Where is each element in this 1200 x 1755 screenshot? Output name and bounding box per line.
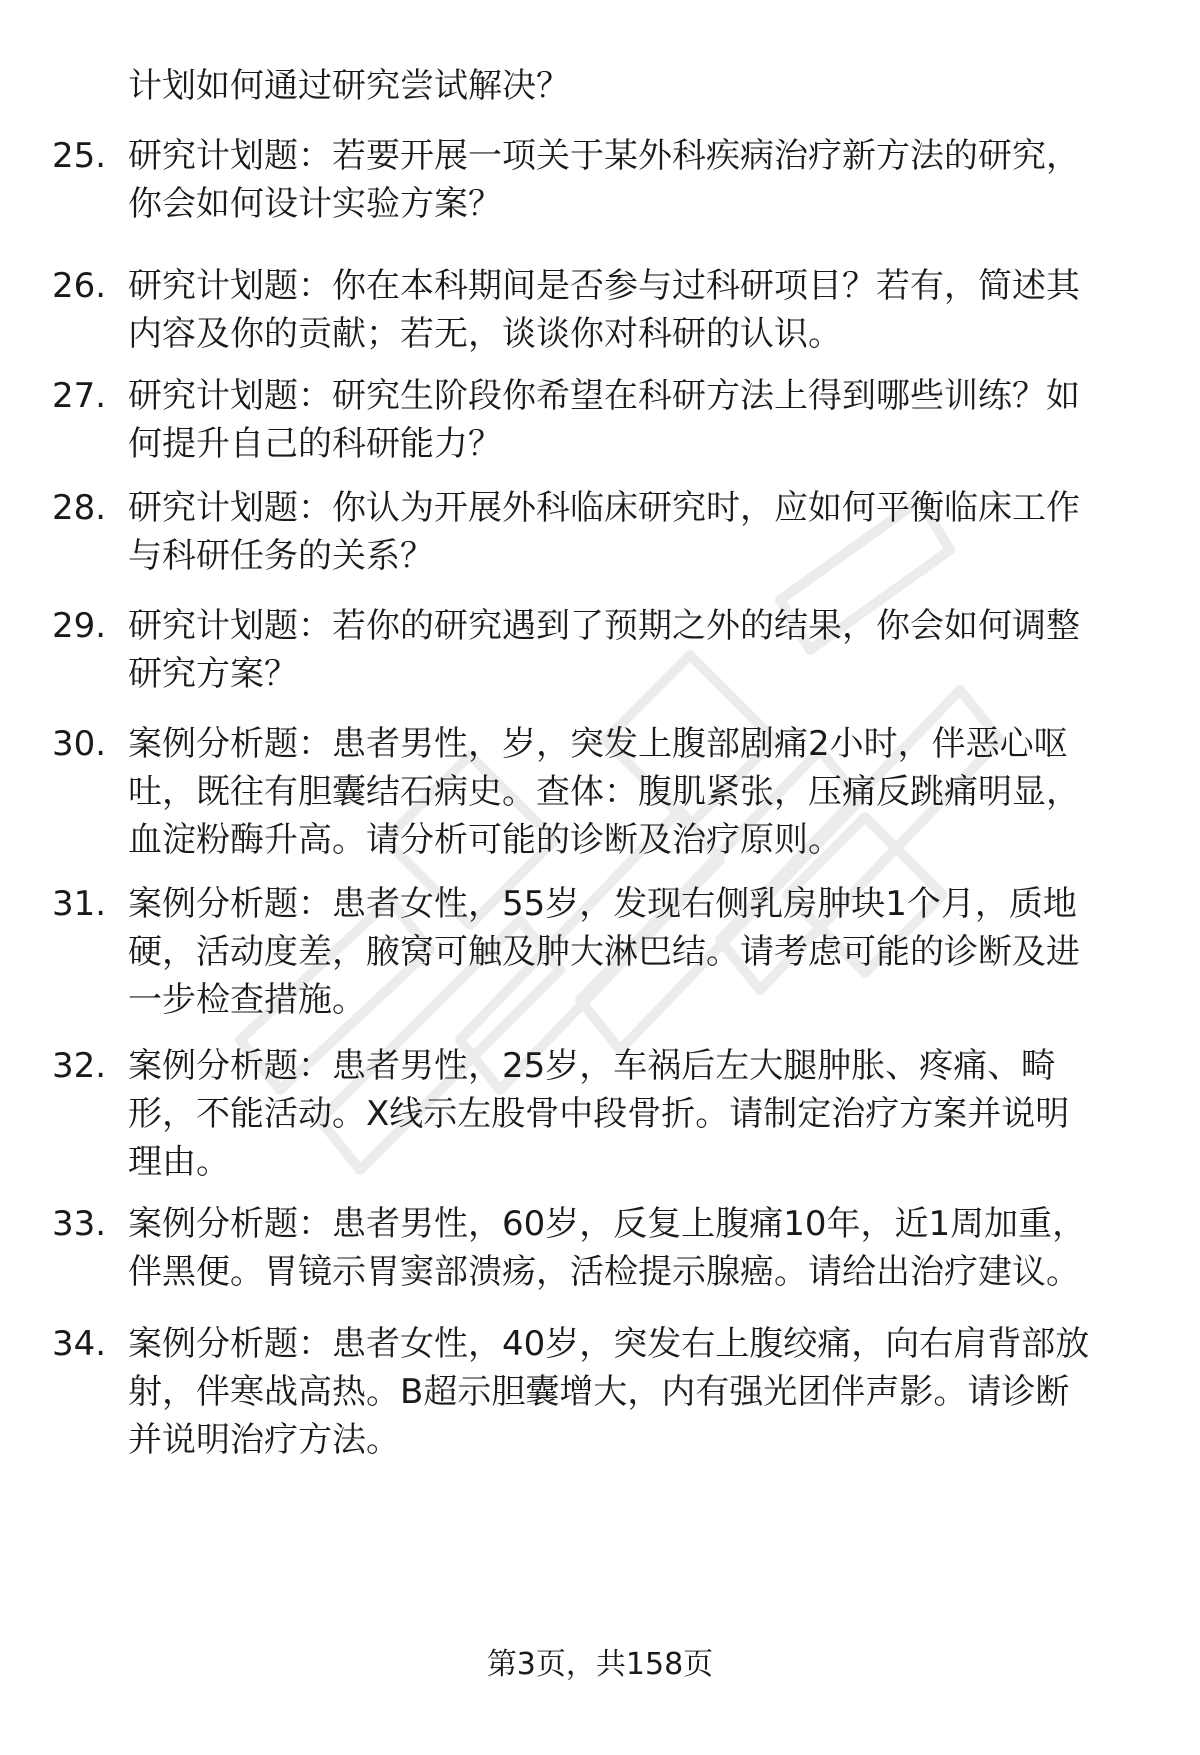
question-text xyxy=(128,720,1158,864)
question-text-line: 研究计划题：若要开展一项关于某外科疾病治疗新方法的研究， xyxy=(128,136,1080,176)
question-item xyxy=(0,720,1200,864)
question-text-line: 案例分析题：患者女性，40岁，突发右上腹绞痛，向右肩背部放 xyxy=(128,1324,1090,1364)
question-text-line: 内容及你的贡献；若无，谈谈你对科研的认识。 xyxy=(128,314,842,354)
question-text-line: 研究计划题：你认为开展外科临床研究时，应如何平衡临床工作 xyxy=(128,488,1080,528)
question-item xyxy=(0,1320,1200,1464)
question-text-line: 案例分析题：患者男性，60岁，反复上腹痛10年，近1周加重， xyxy=(128,1204,1087,1244)
question-number: 28. xyxy=(52,488,107,528)
question-text-line: 并说明治疗方法。 xyxy=(128,1420,400,1460)
question-text-line: 一步检查措施。 xyxy=(128,980,366,1020)
question-text xyxy=(128,484,1158,580)
question-text-line: 你会如何设计实验方案？ xyxy=(128,184,502,224)
question-text-line: 血淀粉酶升高。请分析可能的诊断及治疗原则。 xyxy=(128,820,842,860)
question-text xyxy=(128,1200,1158,1296)
question-text-line: 与科研任务的关系？ xyxy=(128,536,434,576)
question-number: 27. xyxy=(52,376,107,416)
question-item xyxy=(0,132,1200,228)
question-number: 32. xyxy=(52,1046,107,1086)
question-text-line: 伴黑便。胃镜示胃窦部溃疡，活检提示腺癌。请给出治疗建议。 xyxy=(128,1252,1080,1292)
question-number: 30. xyxy=(52,724,107,764)
question-text xyxy=(128,132,1158,228)
question-item xyxy=(0,262,1200,358)
question-number: 29. xyxy=(52,606,107,646)
question-text-line: 案例分析题：患者女性，55岁，发现右侧乳房肿块1个月，质地 xyxy=(128,884,1077,924)
question-text-line: 研究计划题：研究生阶段你希望在科研方法上得到哪些训练？如 xyxy=(128,376,1080,416)
question-item xyxy=(0,602,1200,698)
question-text xyxy=(128,262,1158,358)
question-text-line: 吐，既往有胆囊结石病史。查体：腹肌紧张，压痛反跳痛明显， xyxy=(128,772,1080,812)
question-text xyxy=(128,372,1158,468)
question-item xyxy=(0,880,1200,1024)
question-text-line: 研究方案？ xyxy=(128,654,298,694)
question-item xyxy=(0,1042,1200,1186)
question-number: 25. xyxy=(52,136,107,176)
question-text-line: 形，不能活动。X线示左股骨中段骨折。请制定治疗方案并说明 xyxy=(128,1094,1070,1134)
question-text xyxy=(128,1320,1158,1464)
question-text xyxy=(128,880,1158,1024)
question-text-line: 案例分析题：患者男性，25岁，车祸后左大腿肿胀、疼痛、畸 xyxy=(128,1046,1056,1086)
question-item xyxy=(0,484,1200,580)
question-text-line: 研究计划题：你在本科期间是否参与过科研项目？若有，简述其 xyxy=(128,266,1080,306)
question-text-line: 理由。 xyxy=(128,1142,230,1182)
question-text-line: 何提升自己的科研能力？ xyxy=(128,424,502,464)
page-footer: 第3页，共158页 xyxy=(486,1647,714,1682)
question-text xyxy=(128,1042,1158,1186)
question-text-line: 射，伴寒战高热。B超示胆囊增大，内有强光团伴声影。请诊断 xyxy=(128,1372,1070,1412)
question-text-line: 硬，活动度差，腋窝可触及肿大淋巴结。请考虑可能的诊断及进 xyxy=(128,932,1080,972)
question-item xyxy=(0,372,1200,468)
question-number: 26. xyxy=(52,266,107,306)
previous-question-continuation: 计划如何通过研究尝试解决？ xyxy=(128,66,570,106)
question-text-line: 案例分析题：患者男性，岁，突发上腹部剧痛2小时，伴恶心呕 xyxy=(128,724,1068,764)
question-number: 34. xyxy=(52,1324,107,1364)
question-item xyxy=(0,1200,1200,1296)
question-text-line: 研究计划题：若你的研究遇到了预期之外的结果，你会如何调整 xyxy=(128,606,1080,646)
question-number: 33. xyxy=(52,1204,107,1244)
question-text xyxy=(128,602,1158,698)
question-number: 31. xyxy=(52,884,107,924)
